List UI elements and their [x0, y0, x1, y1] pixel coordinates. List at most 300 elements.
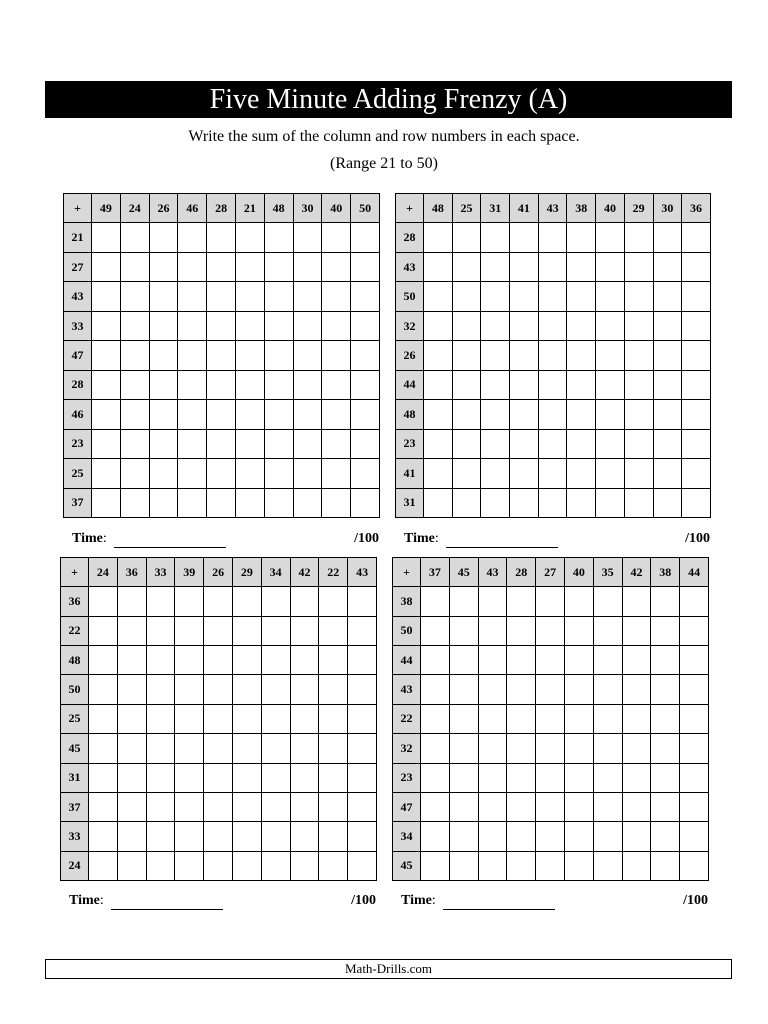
answer-cell[interactable] [89, 587, 118, 616]
answer-cell[interactable] [351, 252, 380, 281]
answer-cell[interactable] [204, 587, 233, 616]
answer-cell[interactable] [204, 851, 233, 880]
answer-cell[interactable] [421, 675, 450, 704]
answer-cell[interactable] [92, 370, 121, 399]
answer-cell[interactable] [348, 587, 377, 616]
answer-cell[interactable] [653, 311, 682, 340]
answer-cell[interactable] [536, 822, 565, 851]
answer-cell[interactable] [478, 763, 507, 792]
answer-cell[interactable] [232, 734, 261, 763]
answer-cell[interactable] [175, 734, 204, 763]
answer-cell[interactable] [564, 763, 593, 792]
answer-cell[interactable] [319, 763, 348, 792]
answer-cell[interactable] [120, 223, 149, 252]
answer-cell[interactable] [424, 370, 453, 399]
answer-cell[interactable] [567, 459, 596, 488]
answer-cell[interactable] [322, 252, 351, 281]
answer-cell[interactable] [117, 792, 146, 821]
answer-cell[interactable] [149, 311, 178, 340]
answer-cell[interactable] [232, 792, 261, 821]
answer-cell[interactable] [481, 429, 510, 458]
answer-cell[interactable] [264, 341, 293, 370]
answer-cell[interactable] [682, 459, 711, 488]
answer-cell[interactable] [622, 646, 651, 675]
answer-cell[interactable] [175, 646, 204, 675]
answer-cell[interactable] [478, 587, 507, 616]
answer-cell[interactable] [232, 763, 261, 792]
answer-cell[interactable] [421, 822, 450, 851]
answer-cell[interactable] [322, 400, 351, 429]
answer-cell[interactable] [261, 851, 290, 880]
answer-cell[interactable] [653, 429, 682, 458]
answer-cell[interactable] [624, 311, 653, 340]
answer-cell[interactable] [682, 400, 711, 429]
answer-cell[interactable] [146, 734, 175, 763]
answer-cell[interactable] [290, 851, 319, 880]
answer-cell[interactable] [538, 252, 567, 281]
answer-cell[interactable] [449, 734, 478, 763]
answer-cell[interactable] [651, 792, 680, 821]
answer-cell[interactable] [319, 734, 348, 763]
answer-cell[interactable] [452, 488, 481, 517]
answer-cell[interactable] [117, 587, 146, 616]
answer-cell[interactable] [651, 646, 680, 675]
answer-cell[interactable] [89, 734, 118, 763]
answer-cell[interactable] [232, 822, 261, 851]
answer-cell[interactable] [178, 400, 207, 429]
answer-cell[interactable] [452, 459, 481, 488]
answer-cell[interactable] [146, 822, 175, 851]
time-write-line[interactable] [443, 909, 555, 910]
answer-cell[interactable] [264, 252, 293, 281]
answer-cell[interactable] [235, 252, 264, 281]
answer-cell[interactable] [117, 822, 146, 851]
answer-cell[interactable] [424, 341, 453, 370]
answer-cell[interactable] [178, 488, 207, 517]
answer-cell[interactable] [322, 223, 351, 252]
answer-cell[interactable] [449, 763, 478, 792]
answer-cell[interactable] [682, 223, 711, 252]
answer-cell[interactable] [567, 252, 596, 281]
answer-cell[interactable] [682, 370, 711, 399]
answer-cell[interactable] [232, 587, 261, 616]
answer-cell[interactable] [424, 459, 453, 488]
answer-cell[interactable] [510, 341, 539, 370]
answer-cell[interactable] [204, 734, 233, 763]
answer-cell[interactable] [232, 675, 261, 704]
answer-cell[interactable] [680, 704, 709, 733]
answer-cell[interactable] [92, 488, 121, 517]
answer-cell[interactable] [596, 311, 625, 340]
answer-cell[interactable] [175, 675, 204, 704]
answer-cell[interactable] [89, 763, 118, 792]
answer-cell[interactable] [261, 675, 290, 704]
answer-cell[interactable] [348, 646, 377, 675]
answer-cell[interactable] [207, 223, 236, 252]
answer-cell[interactable] [92, 429, 121, 458]
answer-cell[interactable] [622, 587, 651, 616]
answer-cell[interactable] [149, 400, 178, 429]
answer-cell[interactable] [146, 675, 175, 704]
answer-cell[interactable] [293, 252, 322, 281]
answer-cell[interactable] [235, 429, 264, 458]
answer-cell[interactable] [178, 429, 207, 458]
answer-cell[interactable] [92, 400, 121, 429]
answer-cell[interactable] [322, 311, 351, 340]
answer-cell[interactable] [92, 459, 121, 488]
answer-cell[interactable] [421, 851, 450, 880]
answer-cell[interactable] [680, 792, 709, 821]
answer-cell[interactable] [564, 822, 593, 851]
time-write-line[interactable] [446, 547, 558, 548]
answer-cell[interactable] [207, 252, 236, 281]
answer-cell[interactable] [89, 616, 118, 645]
answer-cell[interactable] [424, 429, 453, 458]
answer-cell[interactable] [452, 400, 481, 429]
answer-cell[interactable] [146, 587, 175, 616]
answer-cell[interactable] [232, 616, 261, 645]
answer-cell[interactable] [510, 429, 539, 458]
answer-cell[interactable] [478, 851, 507, 880]
answer-cell[interactable] [290, 587, 319, 616]
answer-cell[interactable] [449, 646, 478, 675]
answer-cell[interactable] [235, 400, 264, 429]
answer-cell[interactable] [481, 311, 510, 340]
answer-cell[interactable] [452, 370, 481, 399]
answer-cell[interactable] [507, 734, 536, 763]
answer-cell[interactable] [146, 792, 175, 821]
answer-cell[interactable] [175, 851, 204, 880]
answer-cell[interactable] [261, 792, 290, 821]
answer-cell[interactable] [348, 851, 377, 880]
answer-cell[interactable] [348, 763, 377, 792]
answer-cell[interactable] [322, 341, 351, 370]
answer-cell[interactable] [593, 763, 622, 792]
answer-cell[interactable] [449, 675, 478, 704]
answer-cell[interactable] [452, 311, 481, 340]
answer-cell[interactable] [351, 429, 380, 458]
answer-cell[interactable] [421, 646, 450, 675]
answer-cell[interactable] [653, 459, 682, 488]
answer-cell[interactable] [538, 459, 567, 488]
answer-cell[interactable] [322, 459, 351, 488]
answer-cell[interactable] [481, 282, 510, 311]
answer-cell[interactable] [175, 763, 204, 792]
answer-cell[interactable] [536, 792, 565, 821]
answer-cell[interactable] [319, 704, 348, 733]
answer-cell[interactable] [207, 370, 236, 399]
answer-cell[interactable] [478, 822, 507, 851]
answer-cell[interactable] [120, 488, 149, 517]
answer-cell[interactable] [653, 400, 682, 429]
answer-cell[interactable] [92, 252, 121, 281]
answer-cell[interactable] [478, 675, 507, 704]
answer-cell[interactable] [651, 822, 680, 851]
answer-cell[interactable] [593, 734, 622, 763]
answer-cell[interactable] [567, 223, 596, 252]
answer-cell[interactable] [538, 282, 567, 311]
answer-cell[interactable] [89, 792, 118, 821]
answer-cell[interactable] [624, 400, 653, 429]
answer-cell[interactable] [290, 734, 319, 763]
answer-cell[interactable] [653, 223, 682, 252]
answer-cell[interactable] [424, 223, 453, 252]
answer-cell[interactable] [207, 341, 236, 370]
answer-cell[interactable] [680, 646, 709, 675]
answer-cell[interactable] [175, 616, 204, 645]
time-write-line[interactable] [114, 547, 226, 548]
answer-cell[interactable] [235, 488, 264, 517]
answer-cell[interactable] [204, 792, 233, 821]
answer-cell[interactable] [322, 429, 351, 458]
answer-cell[interactable] [322, 370, 351, 399]
answer-cell[interactable] [293, 282, 322, 311]
answer-cell[interactable] [89, 851, 118, 880]
answer-cell[interactable] [536, 704, 565, 733]
answer-cell[interactable] [117, 763, 146, 792]
answer-cell[interactable] [348, 792, 377, 821]
answer-cell[interactable] [481, 459, 510, 488]
answer-cell[interactable] [536, 587, 565, 616]
answer-cell[interactable] [564, 851, 593, 880]
answer-cell[interactable] [449, 587, 478, 616]
answer-cell[interactable] [264, 282, 293, 311]
answer-cell[interactable] [651, 734, 680, 763]
answer-cell[interactable] [261, 763, 290, 792]
answer-cell[interactable] [596, 223, 625, 252]
answer-cell[interactable] [290, 822, 319, 851]
answer-cell[interactable] [290, 792, 319, 821]
answer-cell[interactable] [478, 734, 507, 763]
answer-cell[interactable] [204, 822, 233, 851]
answer-cell[interactable] [680, 763, 709, 792]
answer-cell[interactable] [452, 341, 481, 370]
answer-cell[interactable] [478, 616, 507, 645]
answer-cell[interactable] [261, 616, 290, 645]
answer-cell[interactable] [593, 792, 622, 821]
answer-cell[interactable] [424, 400, 453, 429]
answer-cell[interactable] [596, 282, 625, 311]
answer-cell[interactable] [567, 370, 596, 399]
answer-cell[interactable] [481, 400, 510, 429]
answer-cell[interactable] [235, 370, 264, 399]
answer-cell[interactable] [682, 488, 711, 517]
answer-cell[interactable] [596, 370, 625, 399]
answer-cell[interactable] [232, 704, 261, 733]
answer-cell[interactable] [290, 675, 319, 704]
answer-cell[interactable] [207, 282, 236, 311]
answer-cell[interactable] [564, 704, 593, 733]
answer-cell[interactable] [507, 851, 536, 880]
answer-cell[interactable] [204, 646, 233, 675]
answer-cell[interactable] [593, 616, 622, 645]
answer-cell[interactable] [178, 341, 207, 370]
answer-cell[interactable] [351, 282, 380, 311]
answer-cell[interactable] [319, 792, 348, 821]
answer-cell[interactable] [92, 311, 121, 340]
answer-cell[interactable] [149, 223, 178, 252]
answer-cell[interactable] [507, 792, 536, 821]
answer-cell[interactable] [653, 252, 682, 281]
answer-cell[interactable] [146, 616, 175, 645]
answer-cell[interactable] [536, 734, 565, 763]
answer-cell[interactable] [175, 704, 204, 733]
answer-cell[interactable] [146, 851, 175, 880]
answer-cell[interactable] [567, 400, 596, 429]
answer-cell[interactable] [348, 822, 377, 851]
answer-cell[interactable] [204, 704, 233, 733]
answer-cell[interactable] [510, 459, 539, 488]
answer-cell[interactable] [596, 459, 625, 488]
answer-cell[interactable] [204, 616, 233, 645]
answer-cell[interactable] [481, 370, 510, 399]
answer-cell[interactable] [120, 341, 149, 370]
answer-cell[interactable] [622, 792, 651, 821]
answer-cell[interactable] [538, 429, 567, 458]
answer-cell[interactable] [92, 282, 121, 311]
answer-cell[interactable] [567, 429, 596, 458]
answer-cell[interactable] [593, 587, 622, 616]
answer-cell[interactable] [507, 763, 536, 792]
answer-cell[interactable] [622, 822, 651, 851]
answer-cell[interactable] [680, 822, 709, 851]
answer-cell[interactable] [290, 616, 319, 645]
answer-cell[interactable] [622, 734, 651, 763]
answer-cell[interactable] [89, 675, 118, 704]
answer-cell[interactable] [207, 400, 236, 429]
answer-cell[interactable] [680, 851, 709, 880]
answer-cell[interactable] [651, 675, 680, 704]
answer-cell[interactable] [264, 459, 293, 488]
answer-cell[interactable] [567, 311, 596, 340]
answer-cell[interactable] [178, 223, 207, 252]
answer-cell[interactable] [567, 488, 596, 517]
answer-cell[interactable] [178, 311, 207, 340]
answer-cell[interactable] [319, 646, 348, 675]
answer-cell[interactable] [564, 616, 593, 645]
answer-cell[interactable] [207, 459, 236, 488]
answer-cell[interactable] [290, 646, 319, 675]
answer-cell[interactable] [622, 704, 651, 733]
answer-cell[interactable] [510, 311, 539, 340]
answer-cell[interactable] [235, 341, 264, 370]
answer-cell[interactable] [117, 851, 146, 880]
answer-cell[interactable] [593, 646, 622, 675]
answer-cell[interactable] [651, 616, 680, 645]
answer-cell[interactable] [92, 223, 121, 252]
answer-cell[interactable] [120, 429, 149, 458]
answer-cell[interactable] [449, 822, 478, 851]
answer-cell[interactable] [351, 459, 380, 488]
answer-cell[interactable] [510, 488, 539, 517]
answer-cell[interactable] [682, 341, 711, 370]
answer-cell[interactable] [538, 400, 567, 429]
answer-cell[interactable] [178, 252, 207, 281]
answer-cell[interactable] [538, 370, 567, 399]
answer-cell[interactable] [261, 822, 290, 851]
answer-cell[interactable] [651, 704, 680, 733]
answer-cell[interactable] [235, 223, 264, 252]
answer-cell[interactable] [507, 822, 536, 851]
answer-cell[interactable] [624, 282, 653, 311]
answer-cell[interactable] [175, 587, 204, 616]
answer-cell[interactable] [624, 252, 653, 281]
answer-cell[interactable] [452, 252, 481, 281]
answer-cell[interactable] [653, 282, 682, 311]
answer-cell[interactable] [624, 459, 653, 488]
answer-cell[interactable] [120, 252, 149, 281]
answer-cell[interactable] [351, 223, 380, 252]
answer-cell[interactable] [264, 488, 293, 517]
answer-cell[interactable] [536, 675, 565, 704]
answer-cell[interactable] [264, 311, 293, 340]
answer-cell[interactable] [507, 587, 536, 616]
answer-cell[interactable] [653, 488, 682, 517]
answer-cell[interactable] [624, 223, 653, 252]
answer-cell[interactable] [264, 429, 293, 458]
answer-cell[interactable] [421, 587, 450, 616]
answer-cell[interactable] [149, 341, 178, 370]
answer-cell[interactable] [622, 616, 651, 645]
answer-cell[interactable] [680, 587, 709, 616]
answer-cell[interactable] [510, 282, 539, 311]
answer-cell[interactable] [682, 429, 711, 458]
answer-cell[interactable] [348, 616, 377, 645]
answer-cell[interactable] [293, 341, 322, 370]
answer-cell[interactable] [682, 282, 711, 311]
answer-cell[interactable] [624, 370, 653, 399]
answer-cell[interactable] [204, 763, 233, 792]
answer-cell[interactable] [538, 488, 567, 517]
answer-cell[interactable] [146, 704, 175, 733]
answer-cell[interactable] [622, 763, 651, 792]
answer-cell[interactable] [120, 370, 149, 399]
answer-cell[interactable] [596, 488, 625, 517]
answer-cell[interactable] [596, 341, 625, 370]
answer-cell[interactable] [596, 400, 625, 429]
answer-cell[interactable] [596, 429, 625, 458]
answer-cell[interactable] [564, 792, 593, 821]
answer-cell[interactable] [235, 282, 264, 311]
answer-cell[interactable] [593, 704, 622, 733]
answer-cell[interactable] [536, 851, 565, 880]
answer-cell[interactable] [564, 587, 593, 616]
answer-cell[interactable] [593, 851, 622, 880]
answer-cell[interactable] [120, 282, 149, 311]
answer-cell[interactable] [348, 704, 377, 733]
answer-cell[interactable] [235, 459, 264, 488]
answer-cell[interactable] [507, 646, 536, 675]
answer-cell[interactable] [449, 851, 478, 880]
answer-cell[interactable] [478, 792, 507, 821]
answer-cell[interactable] [319, 616, 348, 645]
answer-cell[interactable] [536, 763, 565, 792]
answer-cell[interactable] [348, 675, 377, 704]
answer-cell[interactable] [319, 851, 348, 880]
answer-cell[interactable] [449, 616, 478, 645]
answer-cell[interactable] [178, 282, 207, 311]
answer-cell[interactable] [680, 616, 709, 645]
answer-cell[interactable] [507, 704, 536, 733]
answer-cell[interactable] [319, 587, 348, 616]
answer-cell[interactable] [424, 311, 453, 340]
answer-cell[interactable] [596, 252, 625, 281]
answer-cell[interactable] [290, 763, 319, 792]
answer-cell[interactable] [149, 429, 178, 458]
answer-cell[interactable] [120, 400, 149, 429]
answer-cell[interactable] [120, 311, 149, 340]
answer-cell[interactable] [351, 400, 380, 429]
